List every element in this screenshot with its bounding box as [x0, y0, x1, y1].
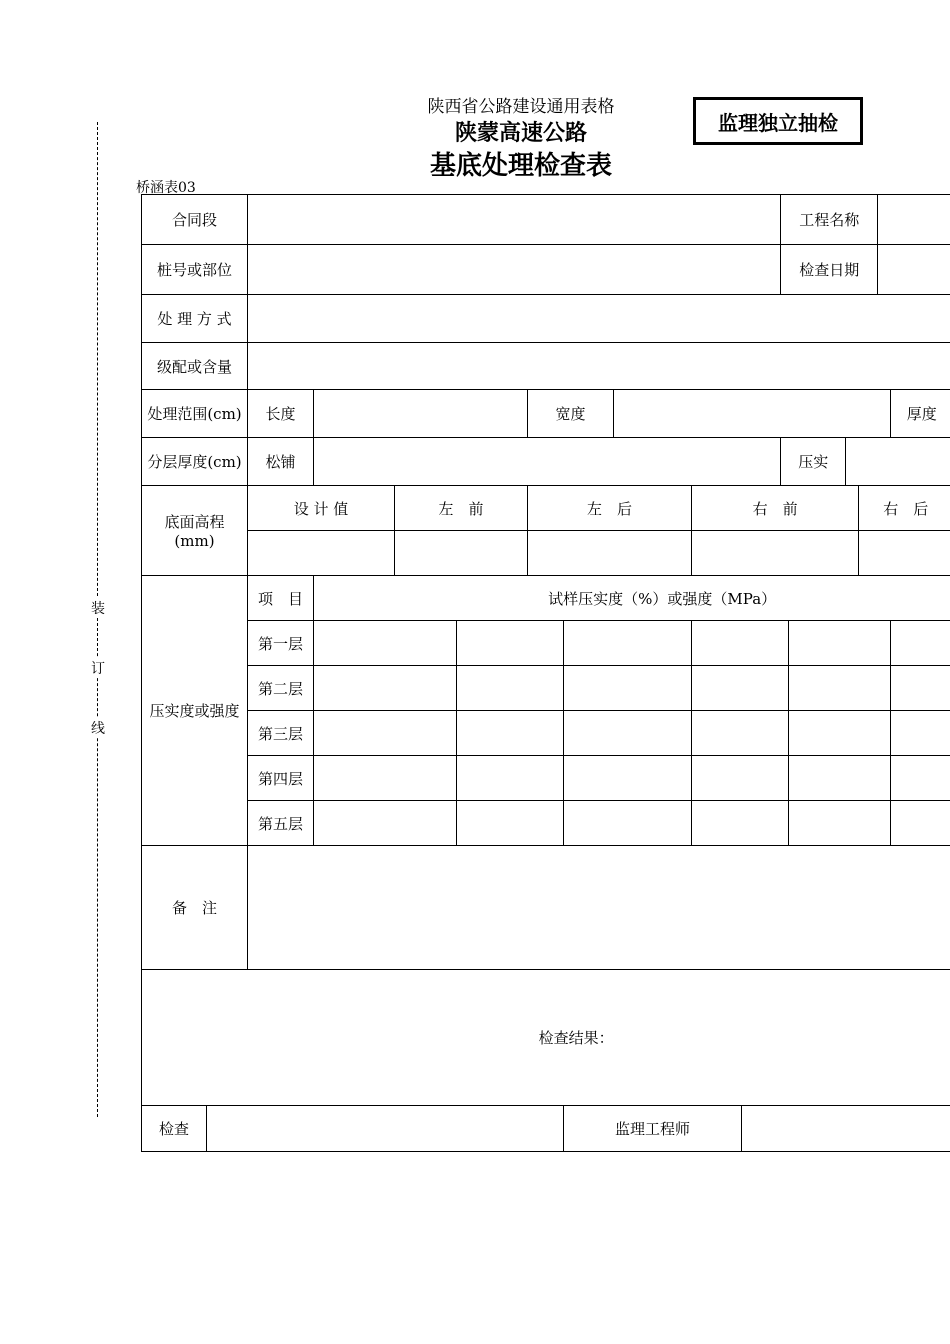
sample-cell[interactable]: [891, 666, 950, 711]
sample-cell[interactable]: [692, 801, 789, 846]
sample-cell[interactable]: [314, 621, 457, 666]
table-row: [142, 343, 950, 390]
layer-label: 第三层: [248, 711, 314, 756]
compacted-label: 压实: [781, 438, 846, 486]
sample-cell[interactable]: [457, 801, 564, 846]
treatment-range-label: 处理范围(cm): [142, 390, 248, 438]
bottom-elevation-label-line2: (mm): [174, 532, 215, 550]
elevation-col-design: 设 计 值: [248, 486, 395, 531]
sample-cell[interactable]: [564, 621, 692, 666]
form-number: 桥涵表03: [136, 180, 196, 196]
layer-label: 第四层: [248, 756, 314, 801]
page-title: 基底处理检查表: [429, 151, 612, 181]
sample-cell[interactable]: [564, 666, 692, 711]
supervisor-field[interactable]: [742, 1106, 950, 1152]
supervisor-label: 监理工程师: [564, 1106, 742, 1152]
table-row: [142, 801, 950, 846]
sample-cell[interactable]: [314, 756, 457, 801]
sample-cell[interactable]: [891, 756, 950, 801]
contract-section-label: 合同段: [142, 195, 248, 245]
table-row: [142, 195, 950, 245]
loose-label: 松铺: [248, 438, 314, 486]
inspector-field[interactable]: [207, 1106, 564, 1152]
treatment-method-field[interactable]: [248, 295, 950, 343]
bottom-elevation-label-line1: 底面高程: [164, 513, 225, 531]
table-row: [142, 621, 950, 666]
elevation-left-rear-field[interactable]: [528, 531, 692, 576]
sample-cell[interactable]: [891, 711, 950, 756]
table-row: [142, 1106, 950, 1152]
project-name-label: 工程名称: [781, 195, 878, 245]
table-row: [142, 245, 950, 295]
binding-char: 订: [90, 658, 106, 678]
sample-cell[interactable]: [891, 801, 950, 846]
sample-cell[interactable]: [314, 711, 457, 756]
elevation-col-left-rear: 左 后: [528, 486, 692, 531]
sample-cell[interactable]: [314, 666, 457, 711]
table-row: [142, 390, 950, 438]
table-row: [142, 531, 950, 576]
station-label: 桩号或部位: [142, 245, 248, 295]
table-row: [142, 846, 950, 970]
gradation-label: 级配或含量: [142, 343, 248, 390]
sample-cell[interactable]: [789, 666, 891, 711]
sample-cell[interactable]: [564, 756, 692, 801]
elevation-design-field[interactable]: [248, 531, 395, 576]
sample-cell[interactable]: [457, 666, 564, 711]
bottom-elevation-label: [142, 486, 248, 576]
length-field[interactable]: [314, 390, 528, 438]
sample-cell[interactable]: [457, 621, 564, 666]
layer-label: 第五层: [248, 801, 314, 846]
sample-cell[interactable]: [692, 711, 789, 756]
elevation-left-front-field[interactable]: [395, 531, 528, 576]
sample-cell[interactable]: [789, 756, 891, 801]
compaction-label: 压实度或强度: [142, 576, 248, 846]
sample-cell[interactable]: [692, 666, 789, 711]
sample-cell[interactable]: [789, 801, 891, 846]
sample-cell[interactable]: [789, 621, 891, 666]
sample-header: 试样压实度（%）或强度（MPa）: [314, 576, 950, 621]
check-date-field[interactable]: [878, 245, 950, 295]
layer-label: 第二层: [248, 666, 314, 711]
width-field[interactable]: [614, 390, 891, 438]
inspector-label: 检查: [142, 1106, 207, 1152]
form-series-title: 陕西省公路建设通用表格: [427, 97, 615, 117]
width-label: 宽度: [528, 390, 614, 438]
project-title: 陕蒙高速公路: [454, 121, 587, 146]
treatment-method-label: 处 理 方 式: [142, 295, 248, 343]
sample-cell[interactable]: [564, 711, 692, 756]
table-row: [142, 970, 950, 1106]
layer-label: 第一层: [248, 621, 314, 666]
station-field[interactable]: [248, 245, 781, 295]
inspection-form-table: [141, 194, 950, 1152]
table-row: [142, 295, 950, 343]
table-row: [142, 438, 950, 486]
contract-section-field[interactable]: [248, 195, 781, 245]
sample-cell[interactable]: [564, 801, 692, 846]
table-row: [142, 486, 950, 531]
table-row: [142, 666, 950, 711]
check-date-label: 检查日期: [781, 245, 878, 295]
elevation-col-left-front: 左 前: [395, 486, 528, 531]
check-result-field[interactable]: [142, 970, 950, 1106]
sample-cell[interactable]: [457, 756, 564, 801]
elevation-col-right-front: 右 前: [692, 486, 859, 531]
sample-cell[interactable]: [692, 621, 789, 666]
loose-field[interactable]: [314, 438, 781, 486]
project-name-field[interactable]: [878, 195, 950, 245]
table-row: [142, 756, 950, 801]
sample-cell[interactable]: [457, 711, 564, 756]
item-label: 项 目: [248, 576, 314, 621]
remarks-field[interactable]: [248, 846, 950, 970]
layer-thickness-label: 分层厚度(cm): [142, 438, 248, 486]
binding-line: [97, 122, 98, 1117]
elevation-right-rear-field[interactable]: [859, 531, 950, 576]
sample-cell[interactable]: [789, 711, 891, 756]
binding-char: 线: [90, 718, 106, 738]
supervision-stamp: 监理独立抽检: [693, 97, 863, 145]
gradation-field[interactable]: [248, 343, 950, 390]
sample-cell[interactable]: [692, 756, 789, 801]
sample-cell[interactable]: [891, 621, 950, 666]
remarks-label: 备 注: [142, 846, 248, 970]
thickness-label: 厚度: [891, 390, 950, 438]
binding-char: 装: [90, 598, 106, 618]
check-result-label: 检查结果：: [538, 1029, 614, 1047]
elevation-right-front-field[interactable]: [692, 531, 859, 576]
length-label: 长度: [248, 390, 314, 438]
sample-cell[interactable]: [314, 801, 457, 846]
elevation-col-right-rear: 右 后: [859, 486, 950, 531]
compacted-field[interactable]: [846, 438, 950, 486]
table-row: [142, 576, 950, 621]
table-row: [142, 711, 950, 756]
